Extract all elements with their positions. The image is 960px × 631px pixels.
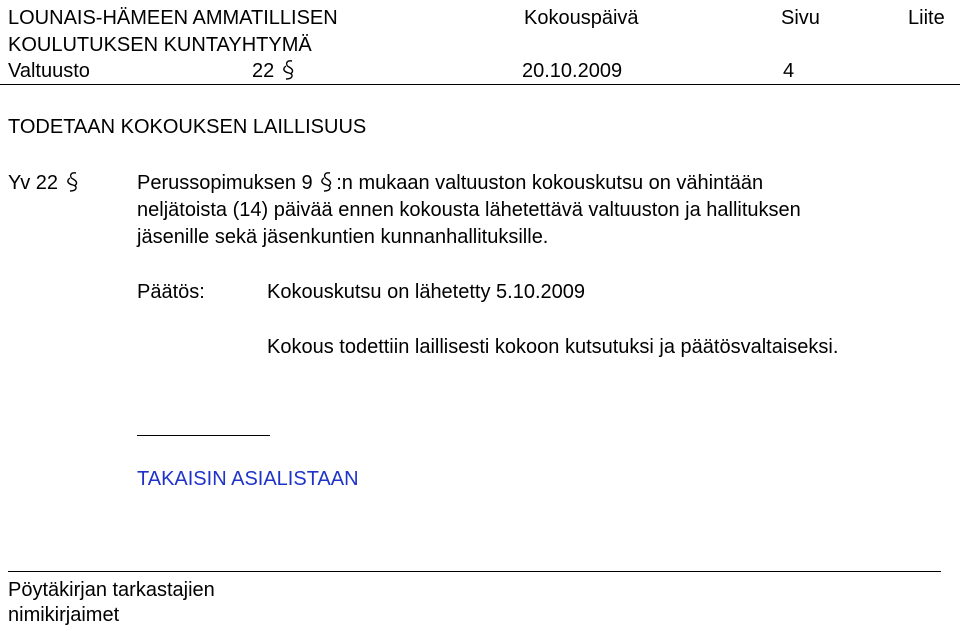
decision-text-2: Kokous todettiin laillisesti kokoon kutsutuksi ja päätösvaltaiseksi. [267, 336, 839, 358]
paragraph-text-b: :n mukaan valtuuston kokouskutsu on vähintään [336, 172, 764, 194]
attachment-label: Liite [908, 7, 945, 29]
item-paragraph-line3: jäsenille sekä jäsenkuntien kunnanhallituksille. [137, 226, 549, 248]
meeting-date-label: Kokouspäivä [524, 7, 639, 29]
section-sign-icon [320, 171, 334, 193]
section-sign-icon [66, 171, 80, 193]
section-number: 22 [252, 60, 275, 82]
item-paragraph-line2: neljätoista (14) päivää ennen kokousta lähetettävä valtuuston ja hallituksen [137, 199, 801, 221]
body-name: Valtuusto [8, 60, 90, 82]
page-title: TODETAAN KOKOUKSEN LAILLISUUS [8, 116, 367, 138]
organization-name-line2: KOULUTUKSEN KUNTAYHTYMÄ [8, 34, 312, 56]
short-rule [137, 435, 270, 436]
footer-label-line1: Pöytäkirjan tarkastajien [8, 579, 215, 601]
decision-label: Päätös: [137, 281, 205, 303]
item-code-text: Yv 22 [8, 172, 59, 194]
item-code [8, 171, 82, 195]
meeting-date: 20.10.2009 [522, 60, 623, 82]
back-to-agenda-link[interactable]: TAKAISIN ASIALISTAAN [137, 468, 359, 490]
section-sign-icon [282, 59, 296, 81]
footer-divider [8, 571, 941, 572]
section-ref [252, 59, 298, 83]
header-divider [0, 84, 960, 85]
decision-text-1: Kokouskutsu on lähetetty 5.10.2009 [267, 281, 586, 303]
item-paragraph-line1 [137, 171, 763, 195]
paragraph-text-a: Perussopimuksen 9 [137, 172, 313, 194]
organization-name-line1: LOUNAIS-HÄMEEN AMMATILLISEN [8, 7, 338, 29]
page-label: Sivu [781, 7, 820, 29]
footer-label-line2: nimikirjaimet [8, 604, 120, 626]
page-number: 4 [783, 60, 795, 82]
